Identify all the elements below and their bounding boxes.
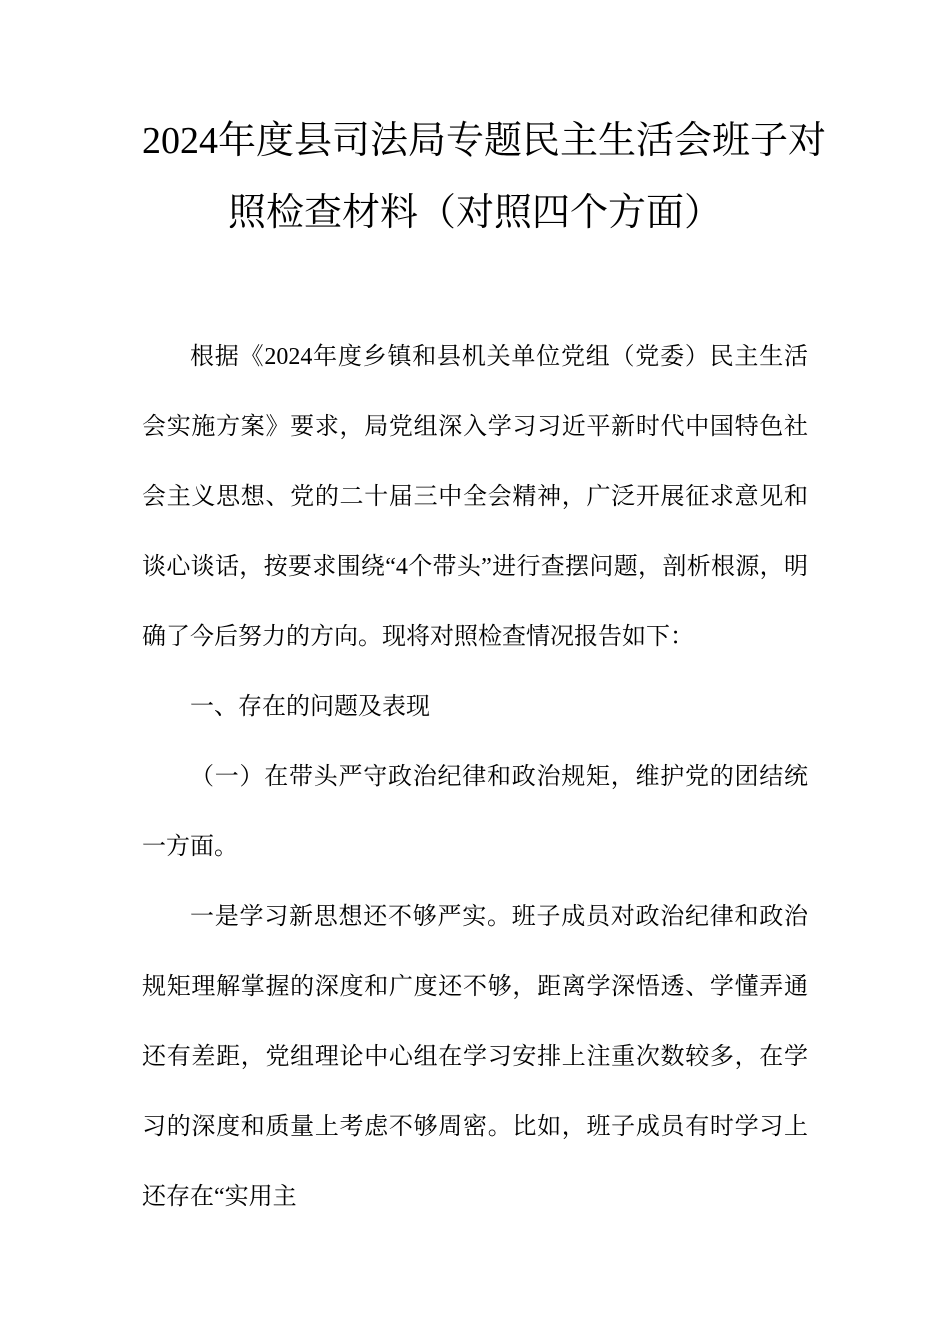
- section-heading-problems: 一、存在的问题及表现: [190, 694, 430, 720]
- subsection-heading-political-discipline: （一）在带头严守政治纪律和政治规矩，维护党的团结统一方面。: [142, 764, 808, 860]
- document-title-line-2: 照检查材料（对照四个方面）: [227, 192, 722, 234]
- paragraph-point-one-study: 一是学习新思想还不够严实。班子成员对政治纪律和政治规矩理解掌握的深度和广度还不够，距离学深悟透、学懂弄通还有差距，党组理论中心组在学习安排上注重次数较多，在学习的深度和质量上考虑不够周密。比如，班子成员有时学习上还存在“实用主: [142, 904, 808, 1210]
- document-title: [142, 105, 827, 249]
- paragraph-intro: 根据《2024年度乡镇和县机关单位党组（党委）民主生活会实施方案》要求，局党组深入学习习近平新时代中国特色社会主义思想、党的二十届三中全会精神，广泛开展征求意见和谈心谈话，按要求围绕“4个带头”进行查摆问题，剖析根源，明确了今后努力的方向。现将对照检查情况报告如下：: [142, 344, 808, 650]
- document-title-line-1: 2024年度县司法局专题民主生活会班子对: [142, 120, 827, 162]
